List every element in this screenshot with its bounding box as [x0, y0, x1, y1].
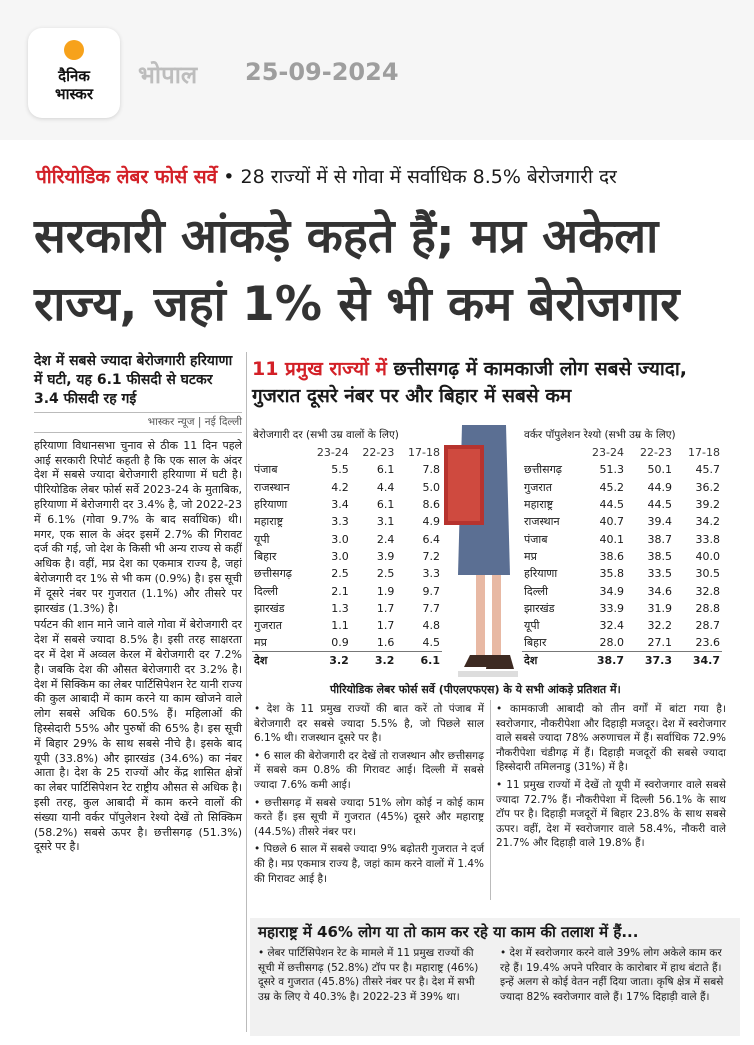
worker-population-table: [522, 444, 722, 669]
table-cell: 38.6: [599, 549, 624, 563]
table-cell: हरियाणा: [254, 498, 288, 512]
table-cell: 1.3: [331, 601, 349, 615]
table-cell: 1.6: [376, 636, 395, 650]
lead-text: देश में सबसे ज्यादा बेरोजगारी हरियाणा में घटी, यह 6.1 फीसदी से घटकर 3.4 फीसदी रह गई: [34, 353, 233, 407]
table-row: [522, 582, 722, 599]
table-cell: 3.3: [422, 567, 440, 581]
table-cell: 3.3: [331, 515, 349, 529]
table-cell: 28.0: [599, 636, 624, 650]
table-cell: यूपी: [524, 619, 540, 633]
table-cell: 1.9: [376, 584, 395, 598]
table-cell: मप्र: [254, 636, 267, 650]
table-row: [252, 582, 442, 599]
table-cell: 4.9: [422, 515, 440, 529]
headline: [34, 203, 734, 339]
table-cell: देश: [522, 652, 578, 669]
table-cell: 6.1: [396, 652, 442, 669]
table-cell: 45.7: [695, 463, 720, 477]
table-row: [252, 461, 442, 478]
edition-city: भोपाल: [138, 61, 198, 89]
table-row: [522, 513, 722, 530]
bullet-4: • पिछले 6 साल में सबसे ज्यादा 9% बढ़ोतरी गुजरात ने दर्ज की है। मप्र एकमात्र राज्य है, जहां काम करने वालों में 1.4% की गिरावट आई है।: [254, 843, 484, 885]
table-cell: 34.6: [647, 584, 672, 598]
table-total-row: [522, 652, 722, 669]
table-row: [252, 530, 442, 547]
table-cell: 45.2: [599, 480, 624, 494]
table-row: [252, 548, 442, 565]
table2-caption: वर्कर पॉपुलेशन रेश्यो (सभी उम्र के लिए): [524, 429, 676, 441]
table-cell: 40.7: [599, 515, 624, 529]
table-cell: 6.1: [376, 463, 395, 477]
table-cell: झारखंड: [254, 601, 285, 615]
table-row: [252, 513, 442, 530]
table-cell: 33.5: [647, 567, 672, 581]
table-cell: झारखंड: [524, 601, 555, 615]
table-cell: पंजाब: [524, 532, 548, 546]
table-cell: राजस्थान: [254, 480, 290, 494]
table-cell: 38.5: [647, 549, 672, 563]
bullet-2: • 6 साल की बेरोजगारी दर देखें तो राजस्थान और छत्तीसगढ़ में सबसे कम 0.8% की गिरावट आई। दिल्ली में सबसे ज्यादा 7.6% कमी आई।: [254, 749, 484, 791]
table-cell: 3.4: [331, 498, 349, 512]
table-cell: 6.1: [376, 498, 395, 512]
table-cell: 0.9: [331, 636, 349, 650]
table-cell: 6.4: [422, 532, 440, 546]
table-cell: 4.2: [331, 480, 349, 494]
table-cell: 22-23: [362, 446, 395, 460]
table-cell: 3.1: [376, 515, 395, 529]
table-cell: 1.7: [376, 619, 395, 633]
table-cell: 4.8: [422, 619, 440, 633]
table-cell: छत्तीसगढ़: [254, 567, 292, 581]
bottom-box-left-text: • लेबर पार्टिसिपेशन रेट के मामले में 11 प्रमुख राज्यों की सूची में छत्तीसगढ़ (52.8%) टॉप पर है। महाराष्ट्र (46%) दूसरे व गुजरात (45.8%) तीसरे नंबर पर है। देश में सभी उम्र के लिए ये 40.3% है। 2022-23 में 39% था।: [258, 947, 479, 1003]
table-row: [252, 600, 442, 617]
table-cell: बिहार: [254, 549, 277, 563]
bullet-3: • छत्तीसगढ़ में सबसे ज्यादा 51% लोग कोई न कोई काम करते हैं। इस सूची में गुजरात (45%) दूसरे और महाराष्ट्र (44.5%) तीसरे नंबर पर।: [254, 796, 484, 838]
table-row: [522, 565, 722, 582]
table-cell: 32.4: [599, 619, 624, 633]
table-cell: राजस्थान: [524, 515, 560, 529]
table-row: [252, 617, 442, 634]
table-cell: 3.2: [351, 652, 397, 669]
table-row: [522, 496, 722, 513]
table-cell: 28.7: [695, 619, 720, 633]
table-cell: 2.4: [376, 532, 395, 546]
body-paragraph-1: हरियाणा विधानसभा चुनाव से ठीक 11 दिन पहले आई सरकारी रिपोर्ट कहती है कि एक साल के अंदर देश में सबसे ज्यादा बेरोजगारी हरियाणा में घटी है। पीरियोडिक लेबर फोर्स सर्वे 2023-24 के मुताबिक, हरियाणा में बेरोजगारी दर 3.4% है, जो 2022-23 में 6.1% (गोवा 9.7% के बाद सर्वाधिक) थी। मगर, एक साल के अंदर इसमें 2.7% की गिरावट दर्ज की गई, जो देश के किसी भी अन्य राज्य से कहीं अधिक है। वहीं, मप्र देश का एकमात्र राज्य है, जहां बेरोजगारी दर 1% से भी कम (0.9%) है। इस सूची में दूसरे नंबर पर गुजरात (1.1%) और तीसरे पर झारखंड (1.3%) है।: [34, 438, 242, 615]
table-cell: 4.4: [376, 480, 395, 494]
table-row: [522, 548, 722, 565]
subheadline: [252, 356, 722, 410]
table-total-row: [252, 652, 442, 669]
table-cell: 34.7: [674, 652, 722, 669]
table-cell: 2.5: [376, 567, 395, 581]
table-cell: 40.1: [599, 532, 624, 546]
table-cell: 3.0: [331, 549, 349, 563]
table-cell: 30.5: [695, 567, 720, 581]
sun-icon: [64, 40, 84, 60]
table-cell: 33.8: [695, 532, 720, 546]
table-cell: महाराष्ट्र: [524, 498, 554, 512]
table-cell: 28.8: [695, 601, 720, 615]
table-cell: छत्तीसगढ़: [524, 463, 562, 477]
table-cell: दिल्ली: [254, 584, 278, 598]
mid-right-column: [496, 702, 726, 854]
table-cell: मप्र: [524, 549, 537, 563]
table-cell: 8.6: [422, 498, 440, 512]
table-cell: 3.0: [331, 532, 349, 546]
table-cell: 23-24: [316, 446, 349, 460]
column-divider: [490, 700, 491, 900]
source-note: पीरियोडिक लेबर फोर्स सर्वे (पीएलएफएस) के ये सभी आंकड़े प्रतिशत में।: [330, 683, 621, 696]
table-cell: 5.5: [331, 463, 349, 477]
table-cell: 39.2: [695, 498, 720, 512]
table-cell: 35.8: [599, 567, 624, 581]
table-row: [252, 634, 442, 651]
table-cell: 27.1: [647, 636, 672, 650]
table-row: [252, 565, 442, 582]
table-cell: 4.5: [422, 636, 440, 650]
table-cell: 1.7: [376, 601, 395, 615]
bullet-5: • कामकाजी आबादी को तीन वर्गों में बांटा गया है। स्वरोजगार, नौकरीपेशा और दिहाड़ी मजदूर। देश में स्वरोजगार वाले सबसे ज्यादा 78% अरुणाचल में हैं। सर्वाधिक 72.9% नौकरीपेशा चंडीगढ़ में हैं। दिहाड़ी मजदूरों की सबसे ज्यादा हिस्सेदारी तमिलनाडु (31%) में है।: [496, 703, 726, 774]
table-cell: 44.9: [647, 480, 672, 494]
table-cell: 3.9: [376, 549, 395, 563]
table-cell: 2.1: [331, 584, 349, 598]
table-cell: 33.9: [599, 601, 624, 615]
bottom-box-heading: महाराष्ट्र में 46% लोग या तो काम कर रहे या काम की तलाश में हैं...: [258, 923, 639, 941]
table-cell: 7.8: [422, 463, 440, 477]
table-cell: 1.1: [331, 619, 349, 633]
table-cell: 32.2: [647, 619, 672, 633]
table-cell: महाराष्ट्र: [254, 515, 284, 529]
table-row: [522, 479, 722, 496]
table-cell: 31.9: [647, 601, 672, 615]
bottom-box-right-text: • देश में स्वरोजगार करने वाले 39% लोग अकेले काम कर रहे हैं। 19.4% अपने परिवार के कारोबार में हाथ बंटाते हैं। इन्हें अलग से कोई वेतन नहीं दिया जाता। कृषि क्षेत्र में सबसे ज्यादा 82% स्वरोजगार वाले हैं। 17% दिहाड़ी वाले हैं।: [500, 947, 724, 1003]
headline-line1: सरकारी आंकड़े कहते हैं; मप्र अकेला: [34, 209, 659, 264]
logo-line1: दैनिक: [58, 67, 90, 85]
table-cell: 44.5: [647, 498, 672, 512]
edition-date: 25-09-2024: [245, 58, 399, 86]
table-cell: 38.7: [578, 652, 626, 669]
table-cell: 5.0: [422, 480, 440, 494]
table-cell: 39.4: [647, 515, 672, 529]
table-row: [522, 617, 722, 634]
table1-caption: बेरोजगारी दर (सभी उम्र वालों के लिए): [253, 429, 399, 441]
logo-line2: भास्कर: [55, 85, 93, 103]
kicker: [36, 163, 617, 189]
table-cell: 9.7: [422, 584, 440, 598]
table-cell: 34.9: [599, 584, 624, 598]
kicker-text: • 28 राज्यों में से गोवा में सर्वाधिक 8.5% बेरोजगारी दर: [223, 166, 617, 188]
table-cell: पंजाब: [254, 463, 278, 477]
table-row: [252, 496, 442, 513]
column-divider: [246, 352, 247, 1032]
table-row: [522, 600, 722, 617]
table-cell: 2.5: [331, 567, 349, 581]
dainik-bhaskar-logo: [28, 28, 120, 118]
table-cell: हरियाणा: [524, 567, 558, 581]
table-cell: 37.3: [626, 652, 674, 669]
table-cell: देश: [252, 652, 305, 669]
table-cell: 23.6: [695, 636, 720, 650]
table-cell: 34.2: [695, 515, 720, 529]
subhead-text: छत्तीसगढ़ में कामकाजी लोग सबसे ज्यादा, गुजरात दूसरे नंबर पर और बिहार में सबसे कम: [252, 358, 688, 407]
headline-line2: राज्य, जहां 1% से भी कम बेरोजगार: [34, 277, 680, 332]
table-cell: 23-24: [592, 446, 624, 460]
table-row: [522, 634, 722, 651]
byline: भास्कर न्यूज | नई दिल्ली: [34, 412, 242, 433]
table-cell: गुजरात: [524, 480, 552, 494]
table-row: [252, 479, 442, 496]
table-cell: 38.7: [647, 532, 672, 546]
kicker-label: पीरियोडिक लेबर फोर्स सर्वे: [36, 166, 218, 188]
left-column: [34, 352, 242, 857]
header-bar: [0, 0, 754, 140]
table-cell: दिल्ली: [524, 584, 548, 598]
worker-illustration: [440, 425, 528, 680]
table-cell: 50.1: [647, 463, 672, 477]
table-row: [522, 530, 722, 547]
table-cell: 32.8: [695, 584, 720, 598]
bullet-1: • देश के 11 प्रमुख राज्यों की बात करें तो पंजाब में बेरोजगारी दर सबसे ज्यादा 5.5% है, जो पिछले साल 6.1% थी। राजस्थान दूसरे पर है।: [254, 703, 484, 745]
table-cell: 51.3: [599, 463, 624, 477]
table-cell: 36.2: [695, 480, 720, 494]
table-cell: 3.2: [305, 652, 351, 669]
table-cell: 17-18: [408, 446, 440, 460]
table-cell: 22-23: [640, 446, 672, 460]
body-paragraph-2: पर्यटन की शान माने जाने वाले गोवा में बेरोजगारी दर देश में सबसे ज्यादा 8.5% है। इसी तरह साक्षरता दर में देश में अव्वल केरल में बेरोजगारी दर 7.2% है। जबकि देश की औसत बेरोजगारी दर 3.2% है। देश में सिक्किम का लेबर पार्टिसिपेशन रेट यानी राज्य की कुल आबादी में काम करने या काम खोजने वाले लोग सबसे अधिक 60.5% हैं। महिलाओं की हिस्सेदारी 55% और पुरुषों की 65% है। इस सूची में बिहार 29% के साथ सबसे नीचे है। इसके बाद यूपी (33.8%) और झारखंड (34.6%) का नंबर आता है। देश के 25 राज्यों और केंद्र शासित क्षेत्रों का लेबर पार्टिसिपेशन रेट राष्ट्रीय औसत से अधिक है। इसी तरह, कुल आबादी में काम करने वालों की संख्या यानी वर्कर पॉपुलेशन रेश्यो देखें तो सिक्किम (58.2%) सबसे ऊपर है। छत्तीसगढ़ (51.3%) दूसरे पर है।: [34, 618, 242, 854]
table-cell: 7.2: [422, 549, 440, 563]
table-cell: यूपी: [254, 532, 270, 546]
table-cell: बिहार: [524, 636, 547, 650]
mid-left-column: [254, 702, 484, 889]
table-cell: 7.7: [422, 601, 440, 615]
table-cell: 40.0: [695, 549, 720, 563]
bullet-6: • 11 प्रमुख राज्यों में देखें तो यूपी में स्वरोजगार वाले सबसे ज्यादा 72.7% हैं। नौकरीपेशा में दिल्ली 56.1% के साथ टॉप पर है। दिहाड़ी मजदूरों में बिहार 23.8% के साथ सबसे ऊपर। वहीं, देश में स्वरोजगार वाले 58.4%, नौकरी वाले 21.7% और दिहाड़ी वाले 19.8% हैं।: [496, 778, 726, 850]
table-cell: गुजरात: [254, 619, 282, 633]
unemployment-table: [252, 444, 442, 669]
table-cell: 17-18: [688, 446, 720, 460]
table-cell: 44.5: [599, 498, 624, 512]
subhead-red: 11 प्रमुख राज्यों में: [252, 358, 387, 380]
table-row: [522, 461, 722, 478]
